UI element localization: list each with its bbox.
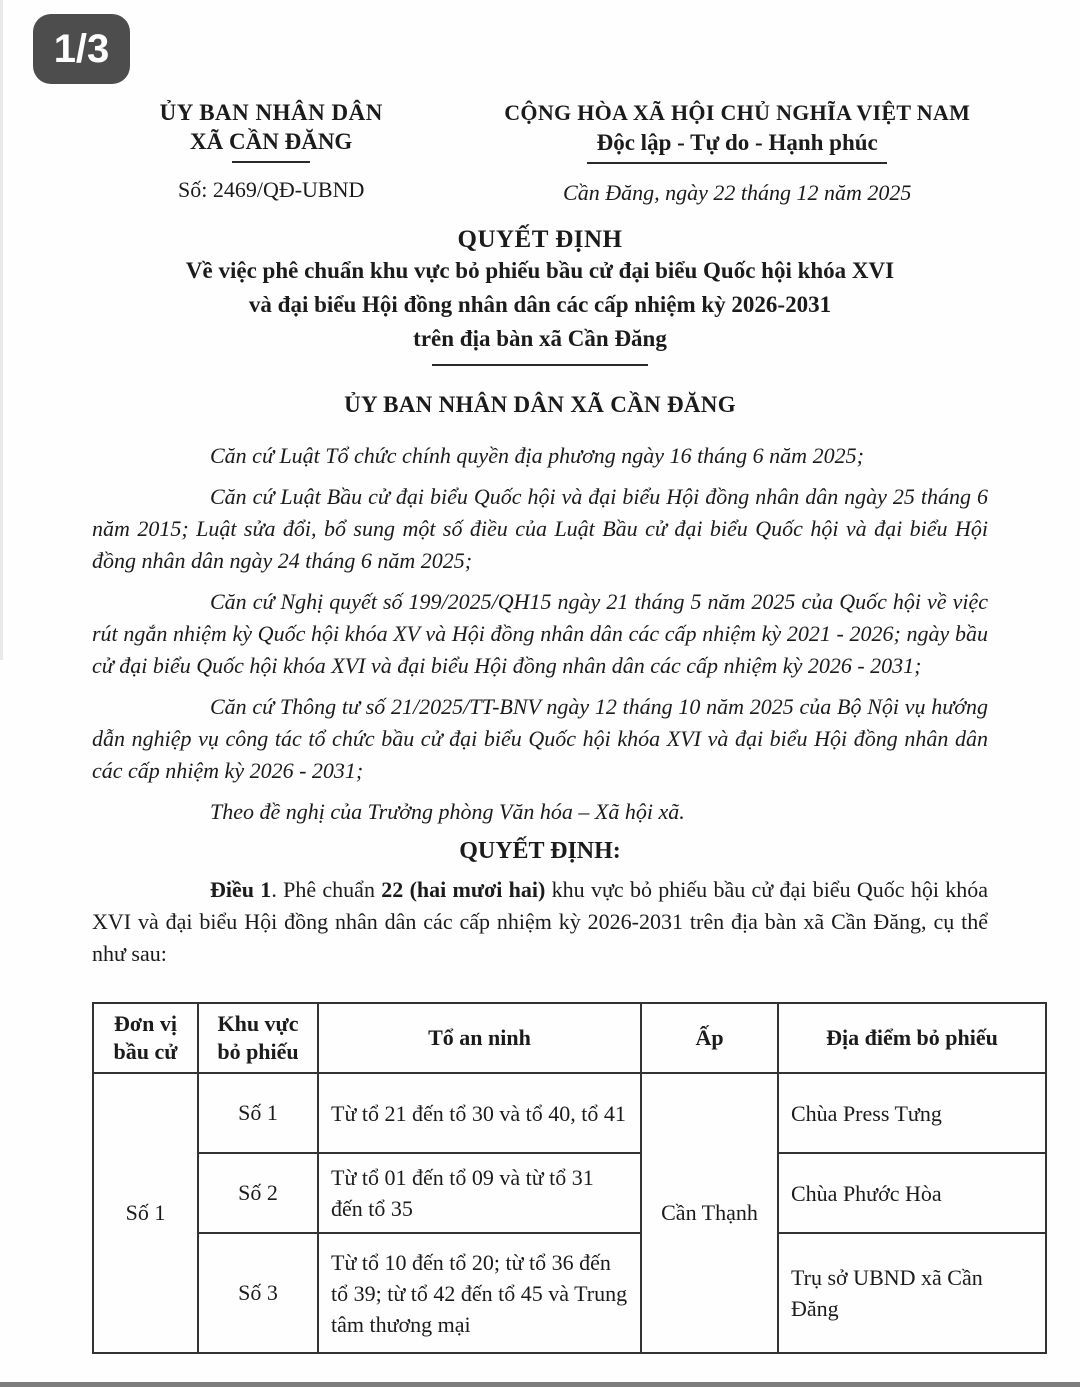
group-cell: Từ tổ 01 đến tổ 09 và từ tổ 31 đến tổ 35 bbox=[318, 1153, 641, 1233]
national-motto: Độc lập - Tự do - Hạnh phúc bbox=[596, 130, 878, 155]
national-title: CỘNG HÒA XÃ HỘI CHỦ NGHĨA VIỆT NAM bbox=[504, 100, 971, 125]
title-divider bbox=[432, 364, 648, 366]
table-row bbox=[93, 1073, 1046, 1153]
recitals-section bbox=[92, 440, 988, 828]
article-1-label: Điều 1 bbox=[210, 877, 272, 902]
issuer-heading: ỦY BAN NHÂN DÂN XÃ CẦN ĐĂNG bbox=[344, 392, 736, 417]
decision-subtitle-line2: và đại biểu Hội đồng nhân dân các cấp nhiệm kỳ 2026-2031 bbox=[248, 292, 832, 317]
article-1-paragraph bbox=[92, 874, 988, 970]
area-cell: Số 1 bbox=[198, 1073, 318, 1153]
document-header bbox=[92, 100, 988, 206]
article-1-count: 22 (hai mươi hai) bbox=[381, 877, 546, 902]
column-header-area: Khu vực bỏ phiếu bbox=[198, 1003, 318, 1073]
location-cell: Chùa Press Tưng bbox=[778, 1073, 1046, 1153]
document-number: Số: 2469/QĐ-UBND bbox=[177, 177, 365, 202]
decision-subtitle-line1: Về việc phê chuẩn khu vực bỏ phiếu bầu cử đại biểu Quốc hội khóa XVI bbox=[185, 258, 895, 283]
org-name-line2: XÃ CẦN ĐĂNG bbox=[190, 129, 353, 154]
hamlet-cell: Cần Thạnh bbox=[641, 1073, 778, 1353]
group-cell: Từ tổ 21 đến tổ 30 và tổ 40, tổ 41 bbox=[318, 1073, 641, 1153]
area-cell: Số 2 bbox=[198, 1153, 318, 1233]
page-bottom-edge bbox=[0, 1382, 1080, 1387]
polling-areas-table bbox=[92, 1002, 1047, 1354]
column-header-hamlet: Ấp bbox=[641, 1003, 778, 1073]
decision-title-block bbox=[92, 226, 988, 366]
location-cell: Trụ sở UBND xã Cần Đăng bbox=[778, 1233, 1046, 1353]
area-cell: Số 3 bbox=[198, 1233, 318, 1353]
decides-heading: QUYẾT ĐỊNH: bbox=[459, 838, 621, 864]
decision-subtitle-line3: trên địa bàn xã Cần Đăng bbox=[413, 326, 667, 351]
page-indicator-text: 1/3 bbox=[53, 26, 110, 71]
place-dateline: Cần Đăng, ngày 22 tháng 12 năm 2025 bbox=[563, 180, 912, 205]
scan-left-edge bbox=[0, 0, 3, 660]
motto-underline bbox=[587, 162, 887, 164]
table-row bbox=[93, 1233, 1046, 1353]
recital-paragraph: Căn cứ Thông tư số 21/2025/TT-BNV ngày 12 tháng 10 năm 2025 của Bộ Nội vụ hướng dẫn nghiệp vụ công tác tổ chức bầu cử đại biểu Quốc hội khóa XVI và đại biểu Hội đồng nhân dân các cấp nhiệm kỳ 2026 - 2031; bbox=[92, 694, 988, 783]
recital-paragraph: Căn cứ Luật Tổ chức chính quyền địa phương ngày 16 tháng 6 năm 2025; bbox=[210, 443, 864, 468]
org-underline bbox=[232, 161, 310, 163]
article-1-text-a: . Phê chuẩn bbox=[271, 877, 382, 902]
national-motto-block bbox=[450, 100, 988, 206]
issuing-org-block bbox=[92, 100, 450, 206]
recital-paragraph: Căn cứ Nghị quyết số 199/2025/QH15 ngày 21 tháng 5 năm 2025 của Quốc hội về việc rút ngắn nhiệm kỳ Quốc hội khóa XV và Hội đồng nhân dân các cấp nhiệm kỳ 2021 - 2026; ngày bầu cử đại biểu Quốc hội khóa XVI và đại biểu Hội đồng nhân dân các cấp nhiệm kỳ 2026 - 2031; bbox=[92, 589, 988, 678]
org-name-line1: ỦY BAN NHÂN DÂN bbox=[159, 100, 383, 125]
column-header-location: Địa điểm bỏ phiếu bbox=[778, 1003, 1046, 1073]
column-header-unit: Đơn vị bầu cử bbox=[93, 1003, 198, 1073]
table-header-row bbox=[93, 1003, 1046, 1073]
table-row bbox=[93, 1153, 1046, 1233]
recital-paragraph: Căn cứ Luật Bầu cử đại biểu Quốc hội và đại biểu Hội đồng nhân dân ngày 25 tháng 6 năm 2015; Luật sửa đổi, bổ sung một số điều của Luật Bầu cử đại biểu Quốc hội và đại biểu Hội đồng nhân dân ngày 24 tháng 6 năm 2025; bbox=[92, 484, 988, 573]
page-indicator-badge bbox=[33, 14, 130, 84]
unit-cell: Số 1 bbox=[93, 1073, 198, 1353]
document-content bbox=[0, 100, 1080, 1354]
decision-title: QUYẾT ĐỊNH bbox=[457, 226, 623, 253]
recital-paragraph: Theo đề nghị của Trưởng phòng Văn hóa – Xã hội xã. bbox=[210, 799, 685, 824]
article-1-text-b: khu vực bỏ phiếu bầu cử đại biểu Quốc hội khóa XVI và đại biểu Hội đồng nhân dân các cấp nhiệm kỳ 2026-2031 trên địa bàn xã Cần Đăng, cụ thể như sau: bbox=[92, 877, 989, 966]
location-cell: Chùa Phước Hòa bbox=[778, 1153, 1046, 1233]
column-header-group: Tổ an ninh bbox=[318, 1003, 641, 1073]
group-cell: Từ tổ 10 đến tổ 20; từ tổ 36 đến tổ 39; từ tổ 42 đến tổ 45 và Trung tâm thương mại bbox=[318, 1233, 641, 1353]
